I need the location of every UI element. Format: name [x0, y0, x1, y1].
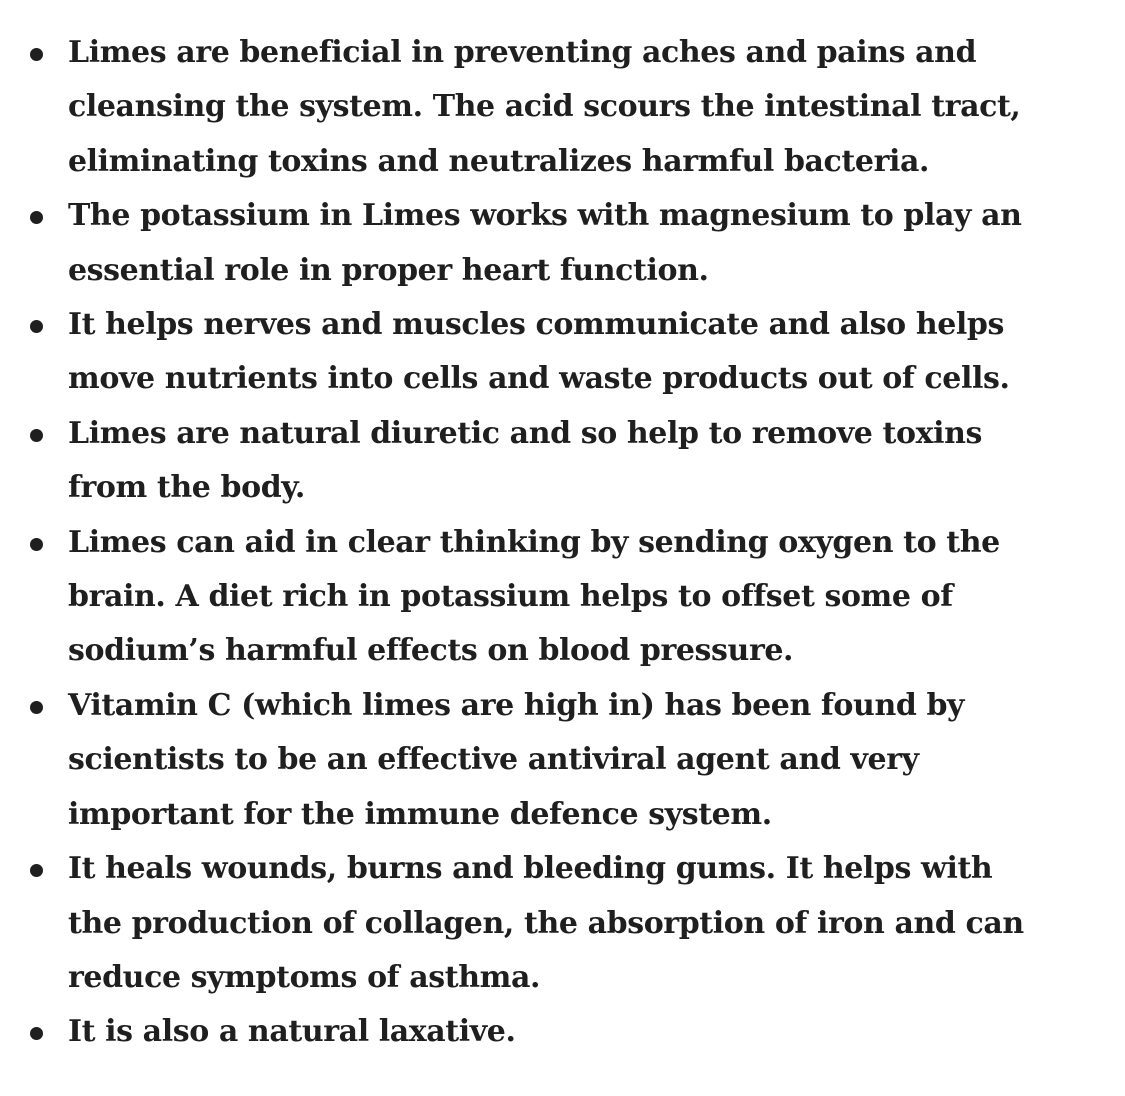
list-item-text	[68, 1005, 1108, 1059]
text-line: Limes are beneficial in preventing aches and pains and	[68, 35, 977, 70]
list-item-text	[68, 516, 1108, 679]
text-line: It heals wounds, burns and bleeding gums. It helps with	[68, 851, 993, 887]
list-item	[28, 407, 1108, 516]
text-line: It is also a natural laxative.	[68, 1014, 516, 1050]
list-item	[28, 679, 1108, 842]
bullet-icon	[30, 1027, 43, 1040]
text-line: Vitamin C (which limes are high in) has been found by	[68, 687, 965, 723]
text-line: Limes can aid in clear thinking by sending oxygen to the	[68, 524, 1000, 560]
text-line: the production of collagen, the absorption of iron and can	[68, 905, 1024, 941]
list-item	[28, 1005, 1108, 1059]
list-item	[28, 298, 1108, 407]
text-line: from the body.	[68, 470, 305, 506]
list-item-text	[68, 26, 1108, 189]
text-line: brain. A diet rich in potassium helps to offset some of	[68, 579, 953, 615]
bullet-icon	[30, 701, 43, 714]
text-line: cleansing the system. The acid scours the intestinal tract,	[68, 89, 1021, 125]
text-line: reduce symptoms of asthma.	[68, 959, 541, 995]
text-line: sodium’s harmful effects on blood pressure.	[68, 633, 794, 669]
text-line: move nutrients into cells and waste products out of cells.	[68, 361, 1010, 397]
bullet-icon	[30, 48, 43, 61]
list-item-text	[68, 407, 1108, 516]
benefits-bullet-list	[28, 26, 1108, 1060]
list-item-text	[68, 189, 1108, 298]
list-item	[28, 189, 1108, 298]
list-item	[28, 516, 1108, 679]
bullet-icon	[30, 429, 43, 442]
bullet-icon	[30, 320, 43, 333]
text-line: scientists to be an effective antiviral agent and very	[68, 742, 919, 778]
list-item	[28, 26, 1108, 189]
text-line: essential role in proper heart function.	[68, 252, 709, 288]
text-line: important for the immune defence system.	[68, 796, 772, 832]
list-item	[28, 842, 1108, 1005]
text-line: eliminating toxins and neutralizes harmful bacteria.	[68, 143, 930, 179]
text-line: It helps nerves and muscles communicate and also helps	[68, 307, 1004, 343]
bullet-icon	[30, 538, 43, 551]
list-item-text	[68, 298, 1108, 407]
list-item-text	[68, 842, 1108, 1005]
bullet-icon	[30, 864, 43, 877]
text-line: Limes are natural diuretic and so help to remove toxins	[68, 415, 982, 451]
list-item-text	[68, 679, 1108, 842]
text-line: The potassium in Limes works with magnesium to play an	[68, 198, 1022, 234]
bullet-icon	[30, 211, 43, 224]
